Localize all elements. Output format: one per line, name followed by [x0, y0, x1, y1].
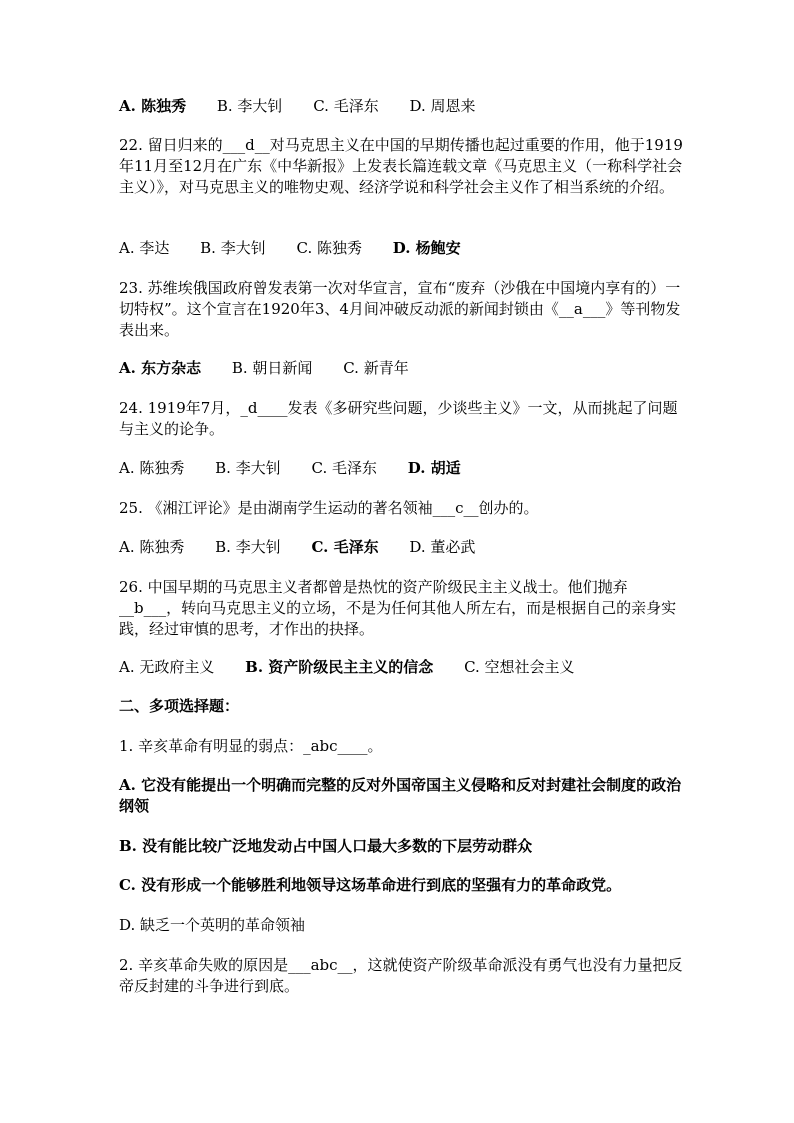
option-c: C. 空想社会主义 [464, 658, 575, 676]
options-q24 [119, 458, 684, 479]
option-d: D. 董必武 [409, 538, 476, 556]
option-a: A. 陈独秀 [119, 538, 185, 556]
multi-option-a: A. 它没有能提出一个明确而完整的反对外国帝国主义侵略和反对封建社会制度的政治纲领 [119, 776, 682, 815]
option-b: B. 李大钊 [215, 459, 281, 477]
option-b: B. 李大钊 [215, 538, 281, 556]
option-c: C. 陈独秀 [296, 239, 362, 257]
option-d: D. 胡适 [407, 459, 461, 477]
option-a: A. 李达 [119, 239, 170, 257]
multi-option-b: B. 没有能比较广泛地发动占中国人口最大多数的下层劳动群众 [119, 837, 533, 855]
option-d: D. 周恩来 [409, 97, 476, 115]
option-d: D. 杨鲍安 [392, 239, 461, 257]
question-25: 25. 《湘江评论》是由湖南学生运动的著名领袖___c__创办的。 [119, 499, 539, 517]
multi-question-2: 2. 辛亥革命失败的原因是___abc__，这就使资产阶级革命派没有勇气也没有力量把反帝反封建的斗争进行到底。 [119, 956, 683, 995]
option-a: A. 陈独秀 [119, 459, 185, 477]
option-b: B. 李大钊 [200, 239, 266, 257]
option-b: B. 资产阶级民主主义的信念 [245, 658, 434, 676]
option-b: B. 朝日新闻 [231, 359, 313, 377]
option-a: A. 陈独秀 [119, 97, 187, 115]
option-c: C. 毛泽东 [311, 459, 377, 477]
options-q26 [119, 657, 684, 678]
question-22: 22. 留日归来的___d__对马克思主义在中国的早期传播也起过重要的作用，他于1919年11月至12月在广东《中华新报》上发表长篇连载文章《马克思主义（一称科学社会主义）》，对马克思主义的唯物史观、经济学说和科学社会主义作了相当系统的介绍。 [119, 136, 683, 196]
options-q21 [119, 96, 684, 117]
option-c: C. 新青年 [343, 359, 409, 377]
option-a: A. 无政府主义 [119, 658, 215, 676]
option-a: A. 东方杂志 [119, 359, 202, 377]
section-heading: 二、多项选择题： [119, 697, 240, 715]
question-23: 23. 苏维埃俄国政府曾发表第一次对华宣言，宣布“废弃（沙俄在中国境内享有的）一切特权”。这个宣言在1920年3、4月间冲破反动派的新闻封锁由《__a___》等刊物发表出来。 [119, 279, 681, 339]
option-b: B. 李大钊 [216, 97, 283, 115]
option-c: C. 毛泽东 [313, 97, 379, 115]
question-24: 24. 1919年7月，_d____发表《多研究些问题，少谈些主义》一文，从而挑起了问题与主义的论争。 [119, 399, 678, 438]
options-q22 [119, 238, 684, 259]
multi-option-d: D. 缺乏一个英明的革命领袖 [119, 916, 306, 934]
options-q25 [119, 537, 684, 558]
multi-option-c: C. 没有形成一个能够胜利地领导这场革命进行到底的坚强有力的革命政党。 [119, 876, 622, 894]
options-q23 [119, 358, 684, 379]
option-c: C. 毛泽东 [311, 538, 379, 556]
question-26: 26. 中国早期的马克思主义者都曾是热忱的资产阶级民主主义战士。他们抛弃__b___，转向马克思主义的立场，不是为任何其他人所左右，而是根据自己的亲身实践，经过审慎的思考，才作出的抉择。 [119, 578, 677, 638]
multi-question-1: 1. 辛亥革命有明显的弱点：_abc____。 [119, 737, 383, 755]
